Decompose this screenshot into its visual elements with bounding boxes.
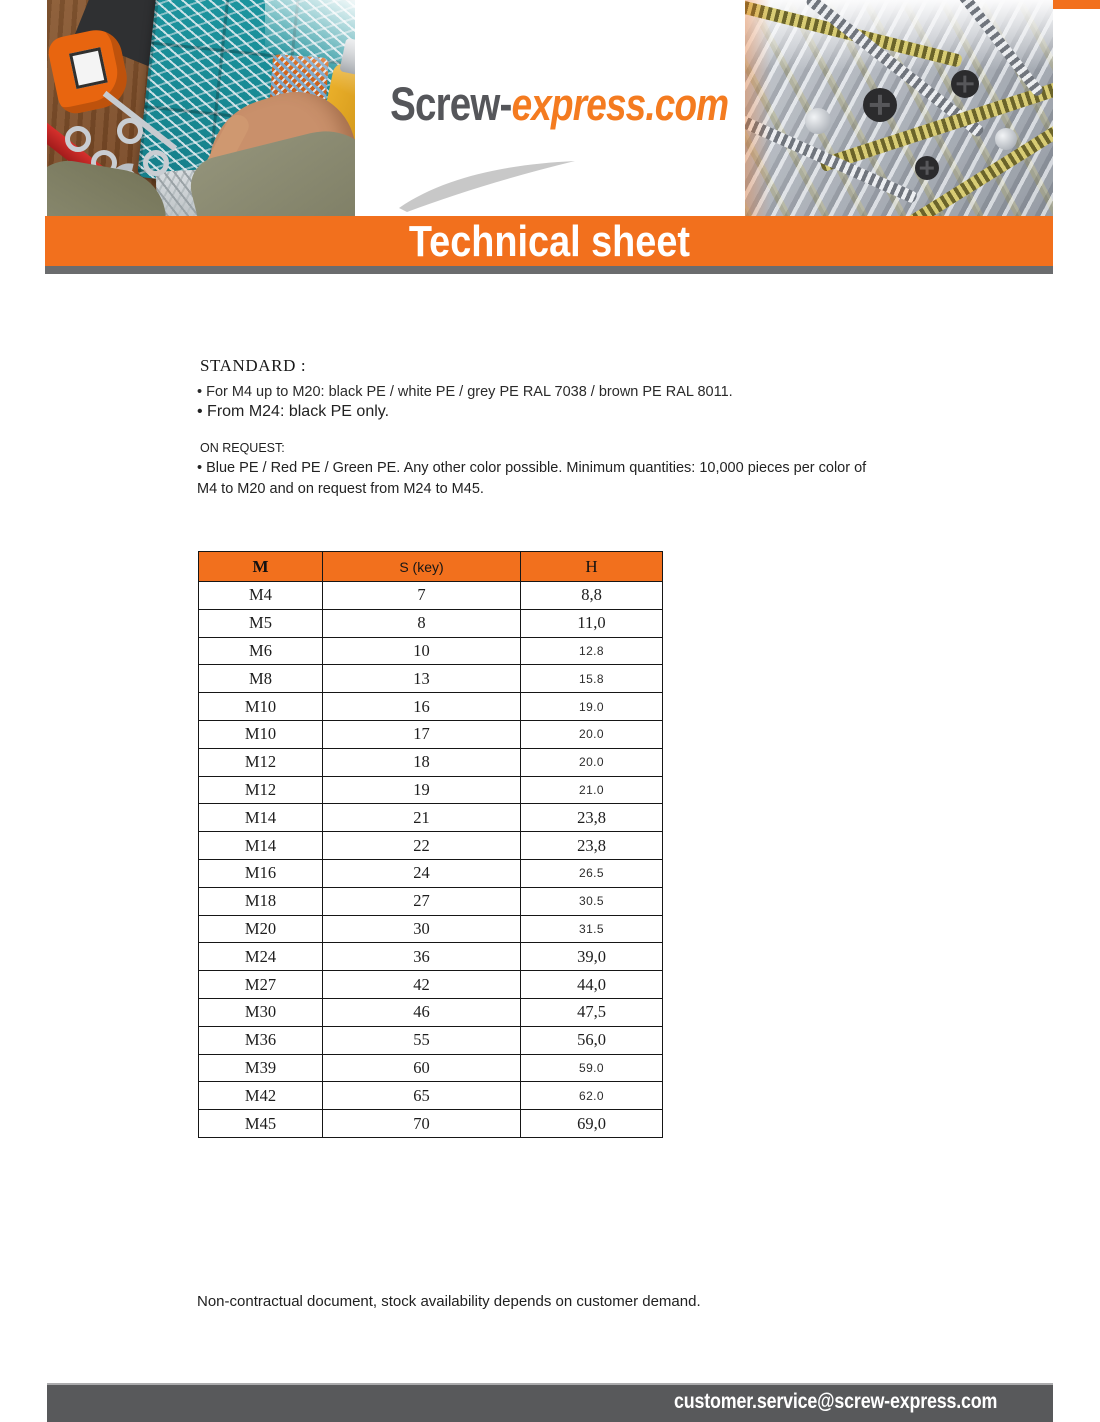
cell-s-key: 55 [323, 1026, 521, 1054]
spec-table-header [199, 552, 663, 582]
washer-shape [143, 150, 169, 176]
cell-s-key: 46 [323, 998, 521, 1026]
logo-area [355, 0, 745, 216]
screws-photo [745, 0, 1053, 216]
cell-m: M12 [199, 776, 323, 804]
cell-s-key: 36 [323, 943, 521, 971]
table-row [199, 1082, 663, 1110]
cell-m: M39 [199, 1054, 323, 1082]
standard-bullet: • For M4 up to M20: black PE / white PE / grey PE RAL 7038 / brown PE RAL 8011. [197, 384, 733, 400]
cell-h: 23,8 [521, 832, 663, 860]
cell-m: M6 [199, 637, 323, 665]
cell-s-key: 70 [323, 1110, 521, 1138]
cell-h: 15.8 [521, 665, 663, 693]
column-header-m: M [199, 552, 323, 582]
cell-h: 26.5 [521, 859, 663, 887]
non-contractual-note: Non-contractual document, stock availability depends on customer demand. [197, 1293, 701, 1310]
cell-s-key: 42 [323, 971, 521, 999]
cell-h: 56,0 [521, 1026, 663, 1054]
cell-h: 31.5 [521, 915, 663, 943]
cell-h: 23,8 [521, 804, 663, 832]
cell-m: M16 [199, 859, 323, 887]
cell-m: M36 [199, 1026, 323, 1054]
table-row [199, 915, 663, 943]
cell-m: M12 [199, 748, 323, 776]
cell-m: M5 [199, 609, 323, 637]
screw-shape [745, 108, 918, 204]
top-right-orange-strip [1053, 0, 1100, 9]
cell-s-key: 19 [323, 776, 521, 804]
cell-m: M8 [199, 665, 323, 693]
cell-h: 30.5 [521, 887, 663, 915]
cell-h: 39,0 [521, 943, 663, 971]
table-row [199, 832, 663, 860]
table-row [199, 804, 663, 832]
cell-s-key: 8 [323, 609, 521, 637]
banner-underline [45, 266, 1053, 274]
cell-h: 62.0 [521, 1082, 663, 1110]
cell-s-key: 21 [323, 804, 521, 832]
standard-heading: STANDARD : [200, 356, 307, 375]
cell-h: 8,8 [521, 582, 663, 610]
screw-head-shape [915, 156, 939, 180]
cell-s-key: 10 [323, 637, 521, 665]
table-row [199, 943, 663, 971]
cell-m: M24 [199, 943, 323, 971]
table-row [199, 1026, 663, 1054]
cell-h: 21.0 [521, 776, 663, 804]
spec-table-body [199, 582, 663, 1138]
cell-s-key: 7 [323, 582, 521, 610]
table-row [199, 1054, 663, 1082]
workbench-photo [47, 0, 355, 216]
contact-email: customer.service@screw-express.com [673, 1390, 997, 1413]
cell-h: 11,0 [521, 609, 663, 637]
logo-text-express: express.com [511, 79, 729, 130]
screw-head-shape [951, 70, 979, 98]
screw-head-shape [805, 108, 831, 134]
table-row [199, 1110, 663, 1138]
orange-glow [745, 0, 771, 216]
screw-head-shape [863, 88, 897, 122]
table-row [199, 665, 663, 693]
cell-h: 44,0 [521, 971, 663, 999]
cell-m: M4 [199, 582, 323, 610]
cell-h: 19.0 [521, 693, 663, 721]
cell-m: M18 [199, 887, 323, 915]
page-title: Technical sheet [408, 217, 690, 266]
cell-s-key: 27 [323, 887, 521, 915]
logo-swoosh-icon [393, 158, 583, 214]
cell-m: M27 [199, 971, 323, 999]
table-row [199, 859, 663, 887]
standard-bullet: • From M24: black PE only. [197, 403, 390, 420]
screw-head-shape [995, 128, 1017, 150]
cell-m: M10 [199, 693, 323, 721]
table-row [199, 693, 663, 721]
cell-m: M10 [199, 720, 323, 748]
logo [390, 76, 729, 131]
cell-m: M42 [199, 1082, 323, 1110]
cell-h: 69,0 [521, 1110, 663, 1138]
on-request-heading: ON REQUEST: [200, 441, 285, 455]
washer-shape [65, 126, 91, 152]
cell-s-key: 16 [323, 693, 521, 721]
table-header-row [199, 552, 663, 582]
photo-fade [265, 0, 355, 120]
cell-m: M14 [199, 832, 323, 860]
cell-s-key: 30 [323, 915, 521, 943]
footer-bar [47, 1383, 1053, 1422]
table-row [199, 748, 663, 776]
banner [45, 216, 1053, 266]
cell-h: 47,5 [521, 998, 663, 1026]
spec-table [198, 551, 663, 1138]
washer-shape [117, 118, 143, 144]
table-row [199, 887, 663, 915]
cell-s-key: 22 [323, 832, 521, 860]
cell-m: M14 [199, 804, 323, 832]
cell-s-key: 17 [323, 720, 521, 748]
column-header-s-key: S (key) [323, 552, 521, 582]
table-row [199, 637, 663, 665]
cell-m: M20 [199, 915, 323, 943]
table-row [199, 971, 663, 999]
logo-text-screw: Screw- [390, 77, 512, 130]
table-row [199, 720, 663, 748]
cell-s-key: 24 [323, 859, 521, 887]
table-row [199, 998, 663, 1026]
table-row [199, 776, 663, 804]
cell-h: 12.8 [521, 637, 663, 665]
cell-h: 59.0 [521, 1054, 663, 1082]
cell-m: M45 [199, 1110, 323, 1138]
column-header-h: H [521, 552, 663, 582]
table-row [199, 609, 663, 637]
cell-s-key: 65 [323, 1082, 521, 1110]
cell-s-key: 60 [323, 1054, 521, 1082]
cell-m: M30 [199, 998, 323, 1026]
cell-h: 20.0 [521, 720, 663, 748]
on-request-bullet: • Blue PE / Red PE / Green PE. Any other color possible. Minimum quantities: 10,000 pieces per color of M4 to M20 and on request from M24 to M45. [197, 460, 867, 497]
cell-s-key: 18 [323, 748, 521, 776]
cell-s-key: 13 [323, 665, 521, 693]
table-row [199, 582, 663, 610]
cell-h: 20.0 [521, 748, 663, 776]
